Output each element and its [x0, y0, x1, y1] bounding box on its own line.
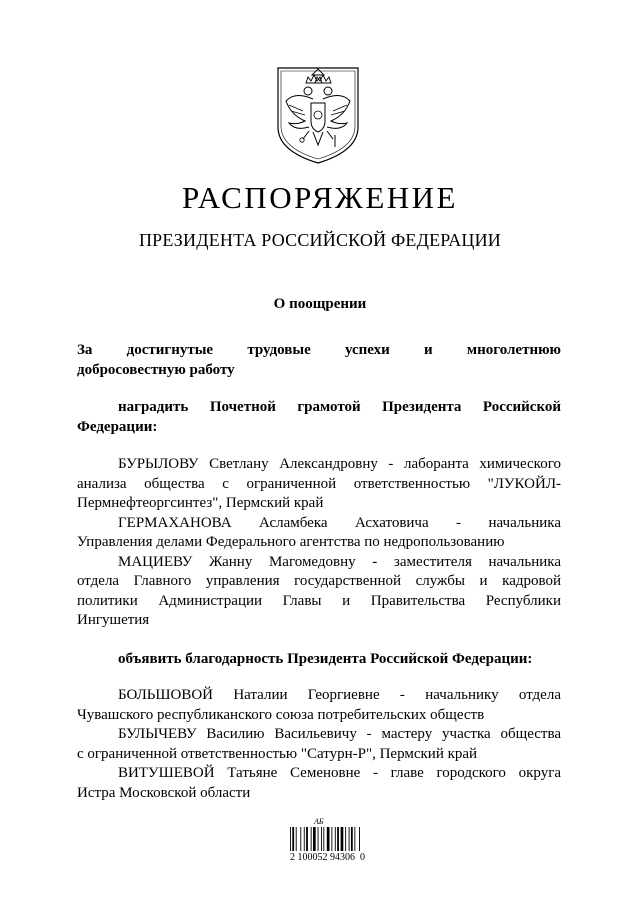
barcode-bar [349, 827, 350, 851]
award-clause-line-2: Федерации: [77, 418, 158, 435]
document-title: РАСПОРЯЖЕНИЕ [182, 180, 458, 215]
stamp-mark: АБ [314, 817, 324, 826]
barcode-bar [300, 827, 301, 851]
gratitude-3-line-1: ВИТУШЕВОЙ Татьяне Семеновне - главе городского округа [118, 765, 561, 781]
gratitude-1-line-2: Чувашского республиканского союза потребительских обществ [77, 706, 485, 723]
preamble-line-2: добросовестную работу [77, 361, 235, 378]
barcode-bar [290, 827, 291, 851]
gratitude-2-line-1: БУЛЫЧЕВУ Василию Васильевичу - мастеру участка общества [118, 726, 561, 742]
awardee-2-line-1: ГЕРМАХАНОВА Асламбека Асхатовича - начальника [118, 514, 561, 531]
barcode-bar [351, 827, 353, 851]
awardees-list [77, 455, 561, 631]
award-clause-line-1: наградить Почетной грамотой Президента Российской [118, 399, 562, 415]
barcode-bar [292, 827, 294, 851]
barcode-bar [323, 827, 324, 851]
barcode-bar [321, 827, 322, 851]
preamble-line-1: За достигнутые трудовые успехи и многолетнюю [77, 342, 562, 358]
barcode-bar [296, 827, 297, 851]
barcode-bar [359, 827, 360, 851]
awardee-1-line-1: БУРЫЛОВУ Светлану Александровну - лаборанта химического [118, 456, 561, 472]
barcode-number: 2 100052 94306 0 [290, 852, 365, 863]
barcode-bar [306, 827, 308, 851]
awardee-3-line-4: Ингушетия [77, 612, 150, 628]
barcode-bar [313, 827, 316, 851]
state-emblem-icon [275, 65, 361, 165]
document-subtitle: ПРЕЗИДЕНТА РОССИЙСКОЙ ФЕДЕРАЦИИ [138, 230, 502, 250]
barcode-bar [331, 827, 332, 851]
barcode-bar [335, 827, 336, 851]
barcode-bar [311, 827, 312, 851]
barcode-bar [345, 827, 346, 851]
gratitude-clause: объявить благодарность Президента Российской Федерации: [118, 651, 533, 667]
barcode-bar [327, 827, 330, 851]
awardee-1-line-3: Пермнефтеоргсинтез", Пермский край [77, 495, 324, 511]
award-clause [77, 398, 561, 437]
preamble [77, 341, 561, 380]
awardee-3-line-2: отдела Главного управления государственной службы и кадровой [77, 573, 561, 589]
barcode-bar [354, 827, 355, 851]
gratitude-2-line-2: с ограниченной ответственностью "Сатурн-Р", Пермский край [77, 745, 478, 762]
barcode-bar [341, 827, 344, 851]
barcode-bar [337, 827, 339, 851]
gratitude-3-line-2: Истра Московской области [77, 784, 251, 801]
barcode-bar [304, 827, 305, 851]
awardee-2-line-2: Управления делами Федерального агентства по недропользованию [77, 534, 505, 550]
barcode-bar [318, 827, 319, 851]
awardee-1-line-2: анализа общества с ограниченной ответственностью "ЛУКОЙЛ- [77, 475, 561, 492]
gratitude-list [77, 686, 561, 803]
barcode-bars [290, 827, 360, 851]
awardee-3-line-1: МАЦИЕВУ Жанну Магомедовну - заместителя начальника [118, 553, 561, 570]
awardee-3-line-3: политики Администрации Главы и Правительства Республики [77, 592, 561, 609]
document-subject: О поощрении [273, 296, 367, 312]
gratitude-1-line-1: БОЛЬШОВОЙ Наталии Георгиевне - начальнику отдела [118, 687, 561, 703]
